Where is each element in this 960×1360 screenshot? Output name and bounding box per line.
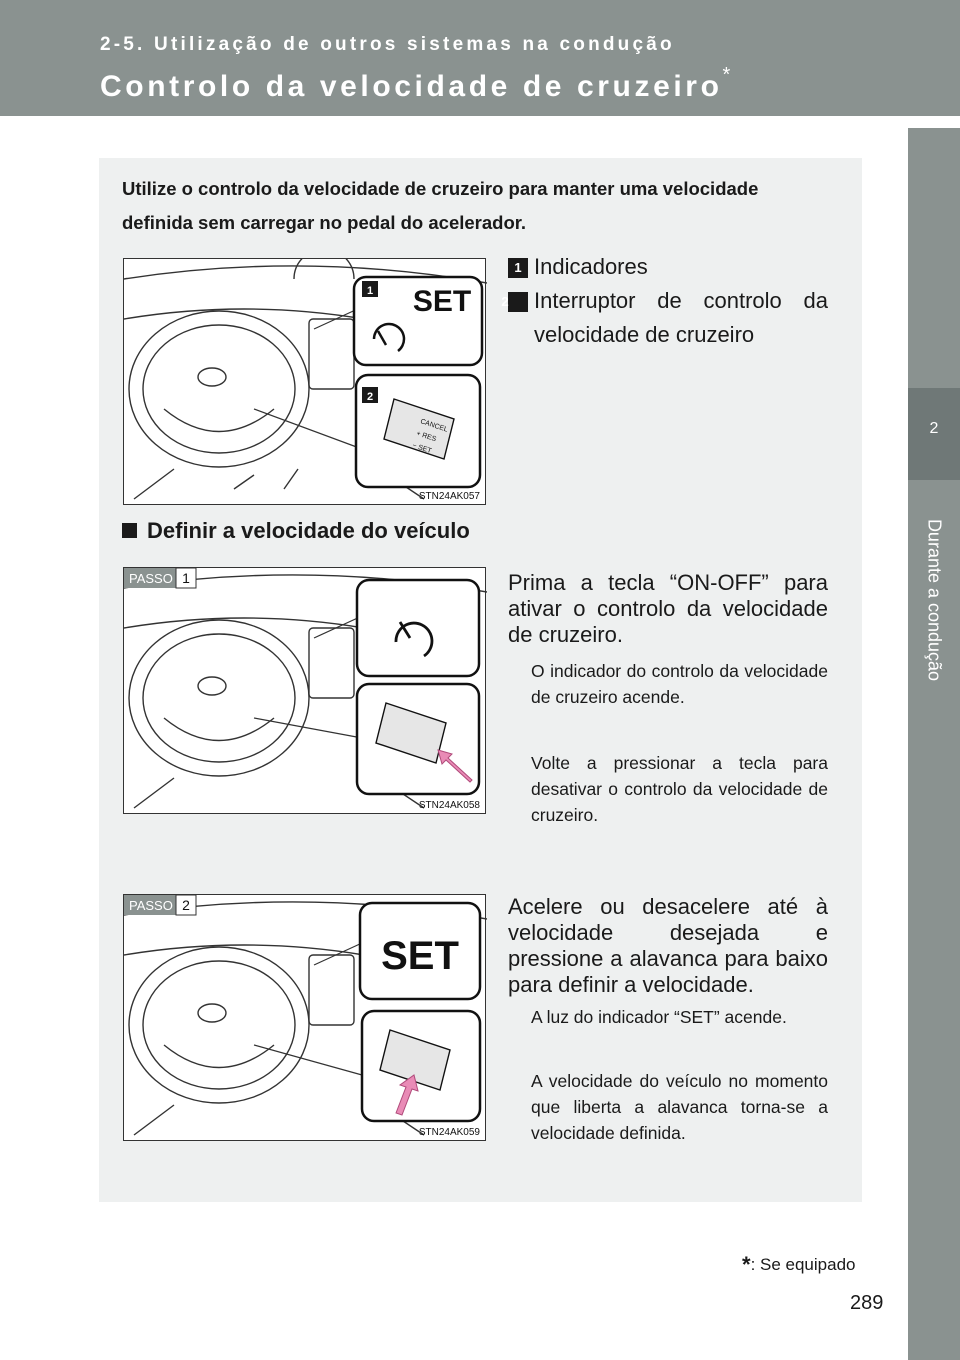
chapter-label: Durante a condução [924, 518, 945, 682]
illustration-overview [123, 258, 486, 505]
set-callout: SET [412, 285, 472, 318]
illustration-code: STN24AK057 [418, 491, 480, 502]
illustration-code: STN24AK058 [418, 800, 480, 811]
step-1-instruction: Prima a tecla “ON-OFF” para ativar o controlo da velocidade de cruzeiro. [508, 570, 828, 647]
step-1-note-1: O indicador do controlo da velocidade de cruzeiro acende. [531, 661, 828, 707]
lever-set-label: − SET [411, 442, 433, 455]
section-title: Definir a velocidade do veículo [147, 518, 470, 543]
footnote-asterisk: * [742, 1252, 751, 1277]
step-2-note-1: A luz do indicador “SET” acende. [531, 1007, 787, 1027]
illustration-step-1 [123, 567, 486, 814]
lever-res-label: + RES [415, 430, 437, 444]
step-number: 2 [182, 897, 190, 913]
illustration-step-2 [123, 894, 486, 1141]
side-tab [908, 128, 960, 1360]
intro-text: Utilize o controlo da velocidade de cruzeiro para manter uma velocidade definida sem carregar no pedal do acelerador. [122, 178, 759, 233]
page-title-text: Controlo da velocidade de cruzeiro [100, 70, 723, 103]
step-1-note-2: Volte a pressionar a tecla para desativar o controlo da velocidade de cruzeiro. [531, 753, 828, 825]
illustration-code: STN24AK059 [418, 1127, 480, 1138]
legend-text: Indicadores [534, 254, 648, 279]
section-subtitle: 2-5. Utilização de outros sistemas na condução [100, 34, 675, 55]
step-label: PASSO [129, 898, 173, 913]
legend-text: Interruptor de controlo da velocidade de cruzeiro [534, 288, 828, 347]
section-heading [122, 518, 470, 544]
cockpit-drawing [124, 259, 487, 506]
cockpit-drawing [124, 568, 487, 815]
lever-cancel-label: CANCEL [419, 418, 449, 434]
page-title [100, 64, 734, 104]
badge-1: 1 [366, 285, 374, 297]
footnote [742, 1250, 855, 1276]
page-number: 289 [850, 1292, 884, 1314]
page-header [0, 0, 960, 116]
step-2-note-2: A velocidade do veículo no momento que liberta a alavanca torna-se a velocidade definida. [531, 1071, 828, 1143]
step-2-instruction: Acelere ou desacelere até à velocidade desejada e pressione a alavanca para baixo para definir a velocidade. [508, 894, 828, 997]
legend-item-2 [501, 284, 828, 352]
step-label: PASSO [129, 571, 173, 586]
title-asterisk: * [722, 64, 734, 86]
footnote-text: : Se equipado [750, 1255, 856, 1274]
cockpit-drawing [124, 895, 487, 1142]
legend-badge: 1 [508, 258, 528, 278]
legend-item-1 [508, 250, 828, 284]
set-callout: SET [381, 934, 459, 978]
badge-2: 2 [366, 391, 374, 403]
square-bullet-icon [122, 523, 137, 538]
chapter-number: 2 [929, 420, 939, 437]
legend-badge: 2 [508, 292, 528, 312]
step-number: 1 [182, 570, 190, 586]
